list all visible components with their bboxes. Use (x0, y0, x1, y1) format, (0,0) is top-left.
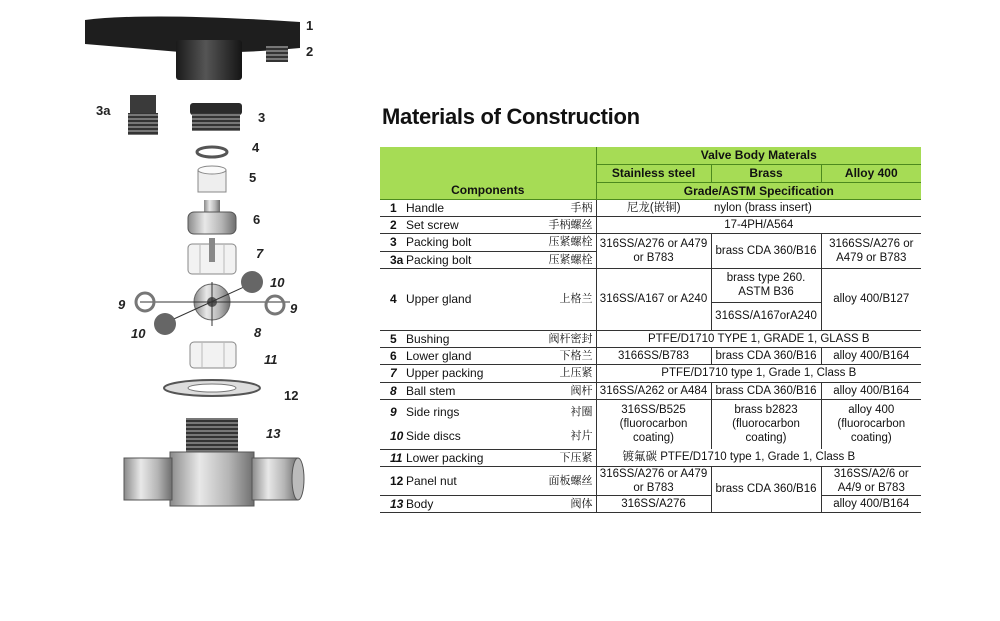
table-row (380, 466, 921, 495)
packing-bolt-3-part (190, 103, 242, 131)
callout-9-right: 9 (290, 301, 298, 316)
row-number: 11 (380, 449, 403, 466)
value-cell: 3166SS/B783 (596, 347, 711, 364)
value-cell: 316SS/A2/6 or A4/9 or B783 (821, 466, 921, 495)
value-cell: 镀氟碳 PTFE/D1710 type 1, Grade 1, Class B (596, 449, 921, 466)
row-number: 10 (380, 424, 403, 449)
valve-body-materials-header: Valve Body Materals (596, 147, 921, 164)
row-number: 3a (380, 251, 403, 268)
component-name: Side discs (403, 424, 501, 449)
lower-packing-part (190, 342, 236, 368)
bushing-part (198, 166, 226, 192)
exploded-valve-diagram (0, 0, 360, 616)
set-screw-part (266, 46, 288, 62)
value-cell: 316SS/A276 or A479 or B783 (596, 466, 711, 495)
component-name: Bushing (403, 330, 501, 347)
component-cn: 上压紧 (501, 364, 596, 382)
row-number: 1 (380, 199, 403, 216)
value-cell: PTFE/D1710 TYPE 1, GRADE 1, GLASS B (596, 330, 921, 347)
callout-11: 11 (264, 352, 278, 367)
value-cell: 316SS/B525 (fluorocarbon coating) (596, 399, 711, 449)
value-cell: 3166SS/A276 or A479 or B783 (821, 233, 921, 268)
table-row (380, 233, 921, 251)
component-name: Lower gland (403, 347, 501, 364)
callout-8: 8 (254, 325, 262, 340)
callout-3: 3 (258, 110, 266, 125)
component-cn: 面板螺丝 (501, 466, 596, 495)
row-number: 13 (380, 495, 403, 512)
callout-4: 4 (252, 140, 260, 155)
table-row (380, 449, 921, 466)
components-header: Components (380, 147, 596, 199)
component-cn: 衬圈 (570, 405, 593, 418)
table-row (380, 216, 921, 233)
value-cell: brass type 260. ASTM B36 (711, 268, 821, 302)
row-number: 8 (380, 382, 403, 399)
value-cell: 316SS/A262 or A484 (596, 382, 711, 399)
callout-12: 12 (284, 388, 299, 403)
component-name: Upper gland (403, 268, 501, 330)
callout-7: 7 (256, 246, 264, 261)
component-cn: 阀杆 (501, 382, 596, 399)
callout-10-bottom: 10 (131, 326, 146, 341)
value-cell: 316SS/A167 or A240 (596, 268, 711, 330)
component-name: Handle (403, 199, 501, 216)
component-cn: 压紧螺栓 (501, 251, 596, 268)
page-title: Materials of Construction (382, 104, 640, 129)
table-row (380, 399, 921, 424)
callout-10-top: 10 (270, 275, 285, 290)
component-name: Side rings (406, 404, 460, 419)
component-name: Set screw (403, 216, 501, 233)
packing-bolt-3a-part (128, 95, 158, 135)
upper-gland-part (197, 147, 227, 157)
value-cell: nylon (brass insert) (711, 199, 921, 216)
row-number: 6 (380, 347, 403, 364)
component-cn: 下格兰 (501, 347, 596, 364)
table-row (380, 330, 921, 347)
materials-table (380, 147, 921, 513)
component-name: Ball stem (403, 382, 501, 399)
value-cell: brass CDA 360/B16 (711, 382, 821, 399)
row-number: 5 (380, 330, 403, 347)
component-cn: 手柄 (501, 199, 596, 216)
table-row (380, 495, 921, 512)
callout-6: 6 (253, 212, 261, 227)
callout-9-left: 9 (118, 297, 126, 312)
value-cell: alloy 400/B127 (821, 268, 921, 330)
row-number: 3 (380, 233, 403, 251)
value-cell: brass CDA 360/B16 (711, 347, 821, 364)
component-name: Body (403, 495, 501, 512)
row-number: 7 (380, 364, 403, 382)
side-ring-right-part (266, 296, 284, 314)
component-name: Upper packing (403, 364, 501, 382)
component-name: Lower packing (403, 449, 501, 466)
alloy-400-header: Alloy 400 (821, 164, 921, 182)
component-cn: 上格兰 (501, 268, 596, 330)
row-number: 4 (380, 268, 403, 330)
value-cell: PTFE/D1710 type 1, Grade 1, Class B (596, 364, 921, 382)
panel-nut-part (164, 380, 260, 396)
value-cell: 尼龙(嵌铜) (596, 199, 711, 216)
callout-5: 5 (249, 170, 257, 185)
lower-gland-part (188, 200, 236, 234)
row-number: 2 (380, 216, 403, 233)
value-cell: 316SS/A276 or A479 or B783 (596, 233, 711, 268)
component-cn: 阀杆密封 (501, 330, 596, 347)
value-cell: 17-4PH/A564 (596, 216, 921, 233)
component-name: Packing bolt (403, 251, 501, 268)
valve-parts-illustration (0, 0, 360, 616)
component-name: Packing bolt (403, 233, 501, 251)
value-cell: brass b2823 (fluorocarbon coating) (711, 399, 821, 449)
side-disc-top-part (241, 271, 263, 293)
stainless-steel-header: Stainless steel (596, 164, 711, 182)
callout-1: 1 (306, 18, 314, 33)
callout-2: 2 (306, 44, 314, 59)
callout-13: 13 (266, 426, 281, 441)
table-row (380, 199, 921, 216)
component-cn: 阀体 (501, 495, 596, 512)
table-row (380, 268, 921, 302)
value-cell: brass CDA 360/B16 (711, 233, 821, 268)
value-cell: alloy 400/B164 (821, 495, 921, 512)
value-cell: alloy 400/B164 (821, 347, 921, 364)
component-cn: 压紧螺栓 (501, 233, 596, 251)
grade-spec-header: Grade/ASTM Specification (596, 182, 921, 199)
row-number: 9 (390, 404, 397, 419)
side-disc-bottom-part (154, 313, 176, 335)
table-row (380, 364, 921, 382)
component-cn: 衬片 (501, 424, 596, 449)
brass-header: Brass (711, 164, 821, 182)
row-number: 12 (380, 466, 403, 495)
value-cell: brass CDA 360/B16 (711, 466, 821, 512)
table-row (380, 347, 921, 364)
table-row (380, 382, 921, 399)
component-name: Panel nut (403, 466, 501, 495)
value-cell: 316SS/A276 (596, 495, 711, 512)
value-cell: alloy 400 (fluorocarbon coating) (821, 399, 921, 449)
callout-3a: 3a (96, 103, 111, 118)
component-cn: 手柄螺丝 (501, 216, 596, 233)
component-cn: 下压紧 (501, 449, 596, 466)
value-cell: alloy 400/B164 (821, 382, 921, 399)
value-cell: 316SS/A167orA240 (711, 302, 821, 330)
